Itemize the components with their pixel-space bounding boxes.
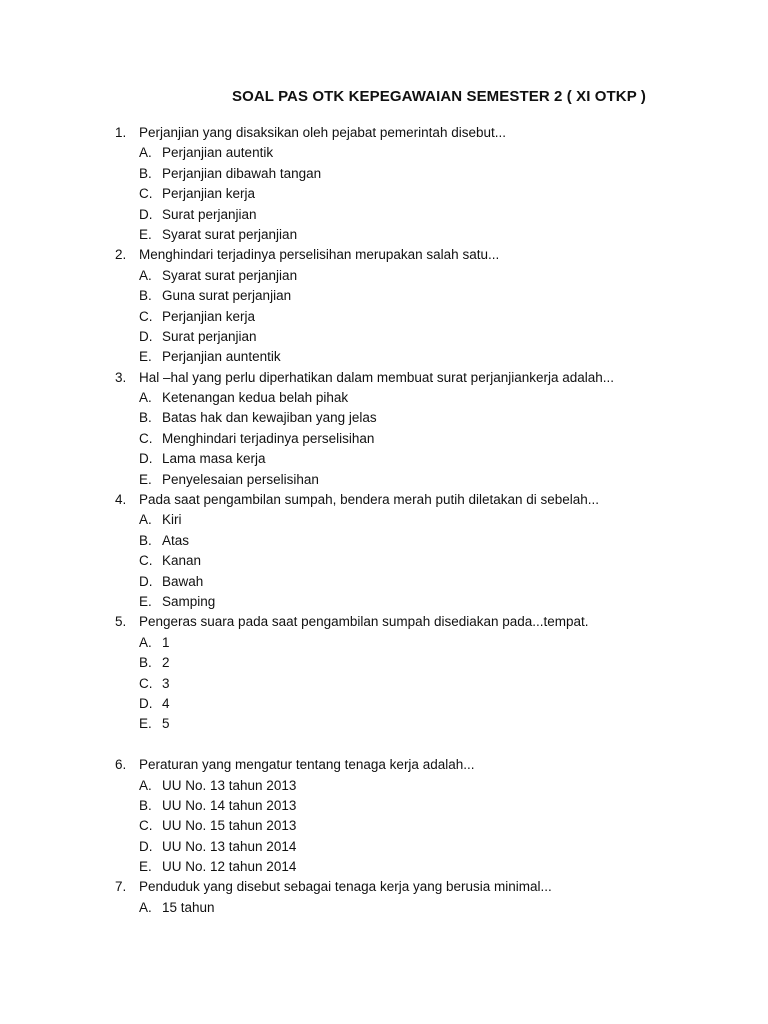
page-title: SOAL PAS OTK KEPEGAWAIAN SEMESTER 2 ( XI OTKP ) [232,88,646,105]
option-text: Bawah [162,573,204,589]
option-text: 4 [162,695,170,711]
question-number: 6. [115,757,127,773]
option-text: Batas hak dan kewajiban yang jelas [162,410,377,426]
answer-option [0,449,768,469]
question-item [0,368,768,490]
option-text: 15 tahun [162,899,215,915]
question-number: 2. [115,247,127,263]
option-letter: B. [139,655,152,671]
option-text: Surat perjanjian [162,206,257,222]
option-text: Perjanjian autentik [162,145,274,161]
option-letter: C. [139,818,153,834]
option-text: Syarat surat perjanjian [162,267,298,283]
question-number: 7. [115,879,127,895]
answer-option [0,694,768,714]
answer-option [0,429,768,449]
answer-option [0,551,768,571]
question-text: Hal –hal yang perlu diperhatikan dalam membuat surat perjanjiankerja adalah... [139,369,615,385]
answer-option [0,714,768,734]
option-letter: A. [139,145,152,161]
answer-option [0,286,768,306]
option-text: UU No. 15 tahun 2013 [162,818,297,834]
option-letter: E. [139,349,152,365]
option-text: 5 [162,716,170,732]
option-letter: E. [139,226,152,242]
option-letter: B. [139,165,152,181]
answer-option [0,796,768,816]
option-letter: D. [139,573,153,589]
option-letter: A. [139,634,152,650]
question-number: 1. [115,125,127,140]
answer-option [0,408,768,428]
question-line [0,123,768,143]
question-text: Menghindari terjadinya perselisihan merupakan salah satu... [139,247,500,263]
question-text: Penduduk yang disebut sebagai tenaga kerja yang berusia minimal... [139,879,552,895]
option-letter: E. [139,859,152,875]
option-letter: D. [139,838,153,854]
option-text: UU No. 12 tahun 2014 [162,859,297,875]
answer-option [0,307,768,327]
question-item [0,245,768,367]
option-letter: C. [139,675,153,691]
question-number: 5. [115,614,127,630]
question-line [0,245,768,265]
question-line [0,368,768,388]
option-text: Perjanjian dibawah tangan [162,165,322,181]
option-text: Perjanjian kerja [162,308,256,324]
answer-option [0,266,768,286]
option-text: Kanan [162,553,202,569]
option-letter: A. [139,512,152,528]
option-letter: B. [139,410,152,426]
question-number: 4. [115,492,127,508]
answer-option [0,837,768,857]
option-text: Perjanjian auntentik [162,349,281,365]
option-text: Menghindari terjadinya perselisihan [162,430,375,446]
question-line [0,877,768,897]
answer-option [0,857,768,877]
option-text: Atas [162,532,190,548]
question-line [0,490,768,510]
option-letter: C. [139,553,153,569]
option-letter: A. [139,267,152,283]
question-list [0,123,768,918]
option-letter: D. [139,451,153,467]
question-text: Pada saat pengambilan sumpah, bendera merah putih diletakan di sebelah... [139,492,600,508]
option-letter: D. [139,695,153,711]
option-text: UU No. 14 tahun 2013 [162,797,297,813]
option-letter: C. [139,308,153,324]
option-letter: A. [139,777,152,793]
question-item [0,755,768,877]
option-letter: C. [139,430,153,446]
option-text: Surat perjanjian [162,328,257,344]
option-text: Penyelesaian perselisihan [162,471,319,487]
answer-option [0,633,768,653]
option-text: Guna surat perjanjian [162,288,292,304]
answer-option [0,225,768,245]
question-line [0,755,768,775]
option-letter: B. [139,288,152,304]
option-text: Lama masa kerja [162,451,266,467]
option-letter: E. [139,716,152,732]
answer-option [0,816,768,836]
question-text: Perjanjian yang disaksikan oleh pejabat pemerintah disebut... [139,125,506,140]
answer-option [0,184,768,204]
answer-option [0,898,768,918]
answer-option [0,327,768,347]
answer-option [0,205,768,225]
question-item [0,490,768,612]
option-text: 2 [162,655,170,671]
option-text: UU No. 13 tahun 2013 [162,777,297,793]
answer-option [0,531,768,551]
answer-option [0,388,768,408]
answer-option [0,510,768,530]
option-text: UU No. 13 tahun 2014 [162,838,297,854]
option-text: Syarat surat perjanjian [162,226,298,242]
option-text: Ketenangan kedua belah pihak [162,390,349,406]
answer-option [0,592,768,612]
question-text: Peraturan yang mengatur tentang tenaga kerja adalah... [139,757,475,773]
answer-option [0,653,768,673]
question-item [0,123,768,245]
option-letter: E. [139,593,152,609]
answer-option [0,164,768,184]
answer-option [0,674,768,694]
question-text: Pengeras suara pada saat pengambilan sumpah disediakan pada...tempat. [139,614,589,630]
question-item [0,612,768,734]
option-letter: D. [139,328,153,344]
option-letter: A. [139,899,152,915]
option-text: 1 [162,634,170,650]
answer-option [0,143,768,163]
answer-option [0,347,768,367]
option-letter: C. [139,186,153,202]
option-text: Perjanjian kerja [162,186,256,202]
answer-option [0,470,768,490]
option-letter: B. [139,532,152,548]
answer-option [0,776,768,796]
option-letter: D. [139,206,153,222]
option-letter: E. [139,471,152,487]
option-text: Kiri [162,512,182,528]
option-letter: A. [139,390,152,406]
answer-option [0,572,768,592]
question-line [0,612,768,632]
option-text: Samping [162,593,216,609]
question-item [0,877,768,918]
option-text: 3 [162,675,170,691]
option-letter: B. [139,797,152,813]
question-number: 3. [115,369,127,385]
